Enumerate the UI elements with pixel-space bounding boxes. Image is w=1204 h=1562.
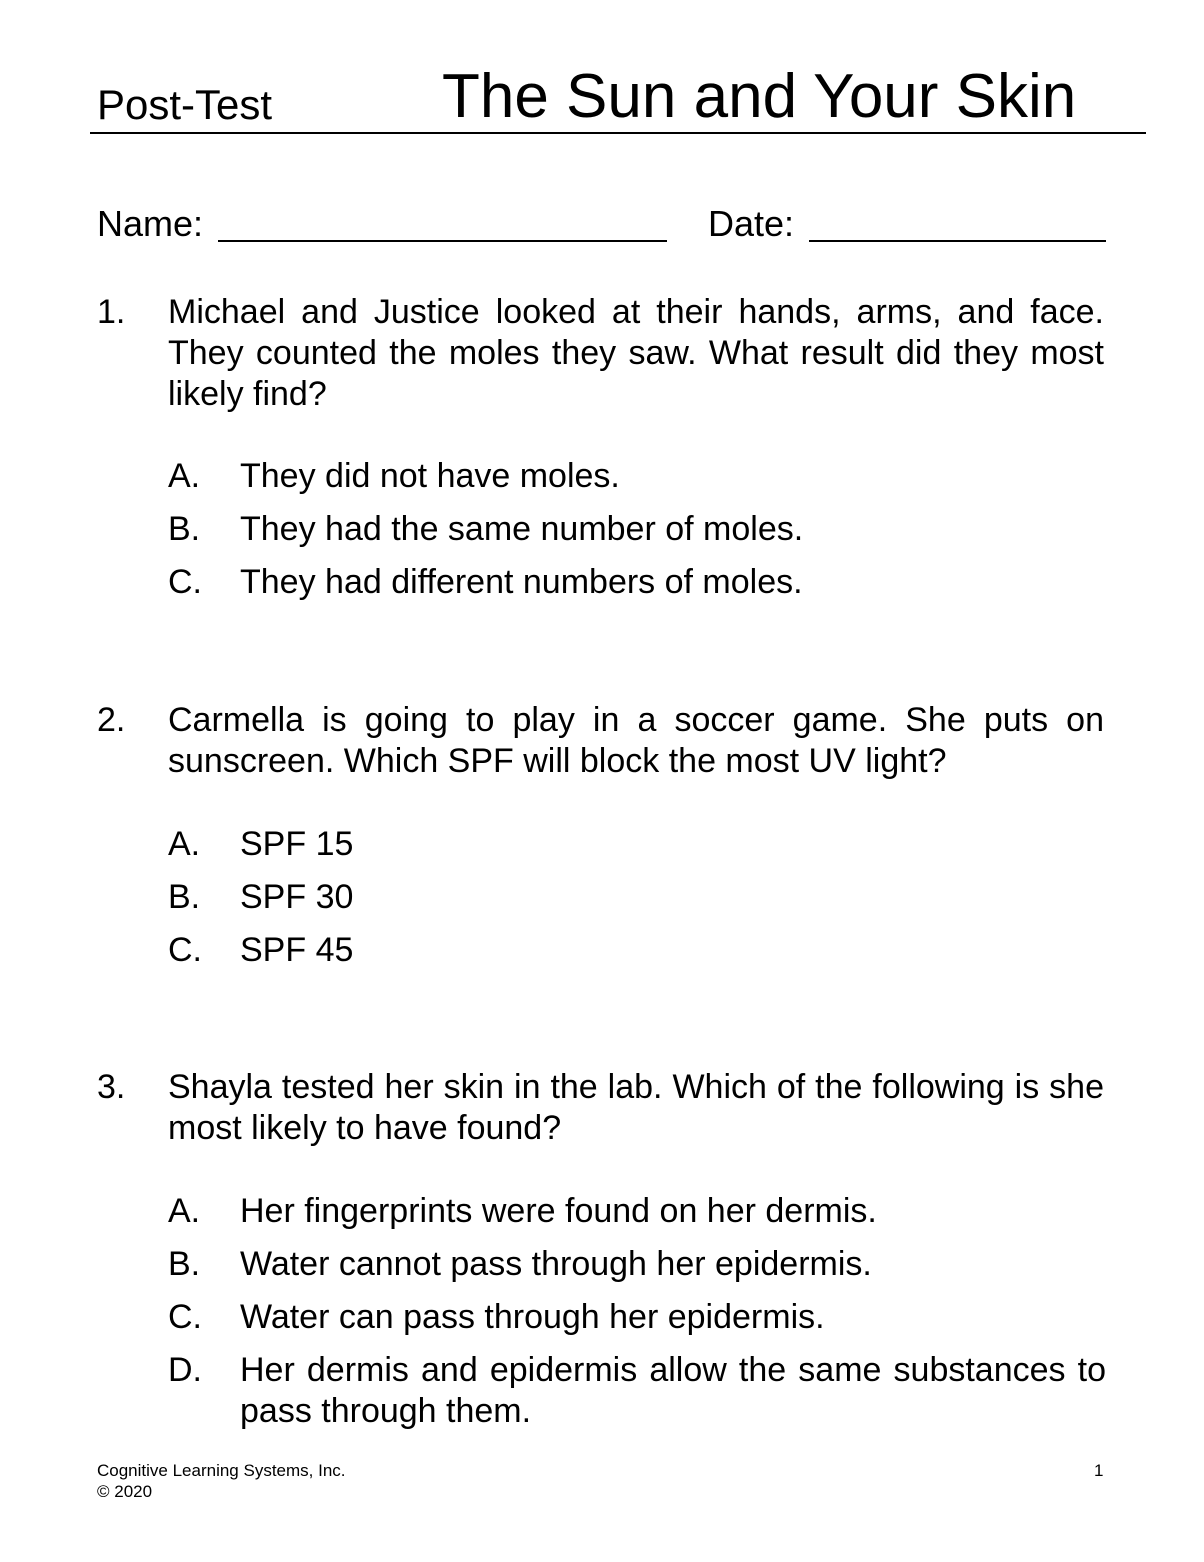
option-letter: B. <box>168 1245 201 1283</box>
question-number: 2. <box>97 701 126 739</box>
question-number: 1. <box>97 293 126 331</box>
name-field[interactable] <box>97 200 667 244</box>
option-letter: B. <box>168 510 201 548</box>
option-letter: A. <box>168 1192 201 1230</box>
page-number: 1 <box>1094 1461 1104 1480</box>
page-header <box>90 62 1146 134</box>
footer-publisher: Cognitive Learning Systems, Inc. <box>97 1461 346 1480</box>
option-text: Her dermis and epidermis allow the same substances to pass through them. <box>240 1351 1106 1430</box>
date-blank-line[interactable] <box>809 240 1106 242</box>
option-letter: D. <box>168 1351 202 1389</box>
page-title: The Sun and Your Skin <box>442 62 1077 131</box>
option-text: Water cannot pass through her epidermis. <box>240 1245 872 1283</box>
option-text: They had different numbers of moles. <box>240 563 803 601</box>
option-letter: A. <box>168 825 201 863</box>
date-label: Date: <box>708 203 795 244</box>
date-field[interactable] <box>708 200 1106 244</box>
option-text: They did not have moles. <box>240 457 620 495</box>
option-letter: B. <box>168 878 201 916</box>
footer-copyright: © 2020 <box>97 1482 153 1501</box>
option-text: Her fingerprints were found on her dermis. <box>240 1192 877 1230</box>
question-text: Shayla tested her skin in the lab. Which of the following is she most likely to have found? <box>168 1068 1104 1147</box>
question-text: Carmella is going to play in a soccer game. She puts on sunscreen. Which SPF will block the most UV light? <box>168 701 1104 780</box>
option-letter: C. <box>168 563 202 601</box>
option-text: Water can pass through her epidermis. <box>240 1298 825 1336</box>
test-type-label: Post-Test <box>97 81 273 128</box>
name-blank-line[interactable] <box>218 240 667 242</box>
option-letter: A. <box>168 457 201 495</box>
option-text: SPF 45 <box>240 931 354 969</box>
name-label: Name: <box>97 203 204 244</box>
footer-publisher-block <box>97 1460 346 1502</box>
option-letter: C. <box>168 1298 202 1336</box>
option-text: SPF 15 <box>240 825 354 863</box>
option-text: SPF 30 <box>240 878 354 916</box>
option-text: They had the same number of moles. <box>240 510 804 548</box>
question-number: 3. <box>97 1068 126 1106</box>
question-text: Michael and Justice looked at their hands, arms, and face. They counted the moles they saw. What result did they most likely find? <box>168 293 1104 413</box>
option-letter: C. <box>168 931 202 969</box>
